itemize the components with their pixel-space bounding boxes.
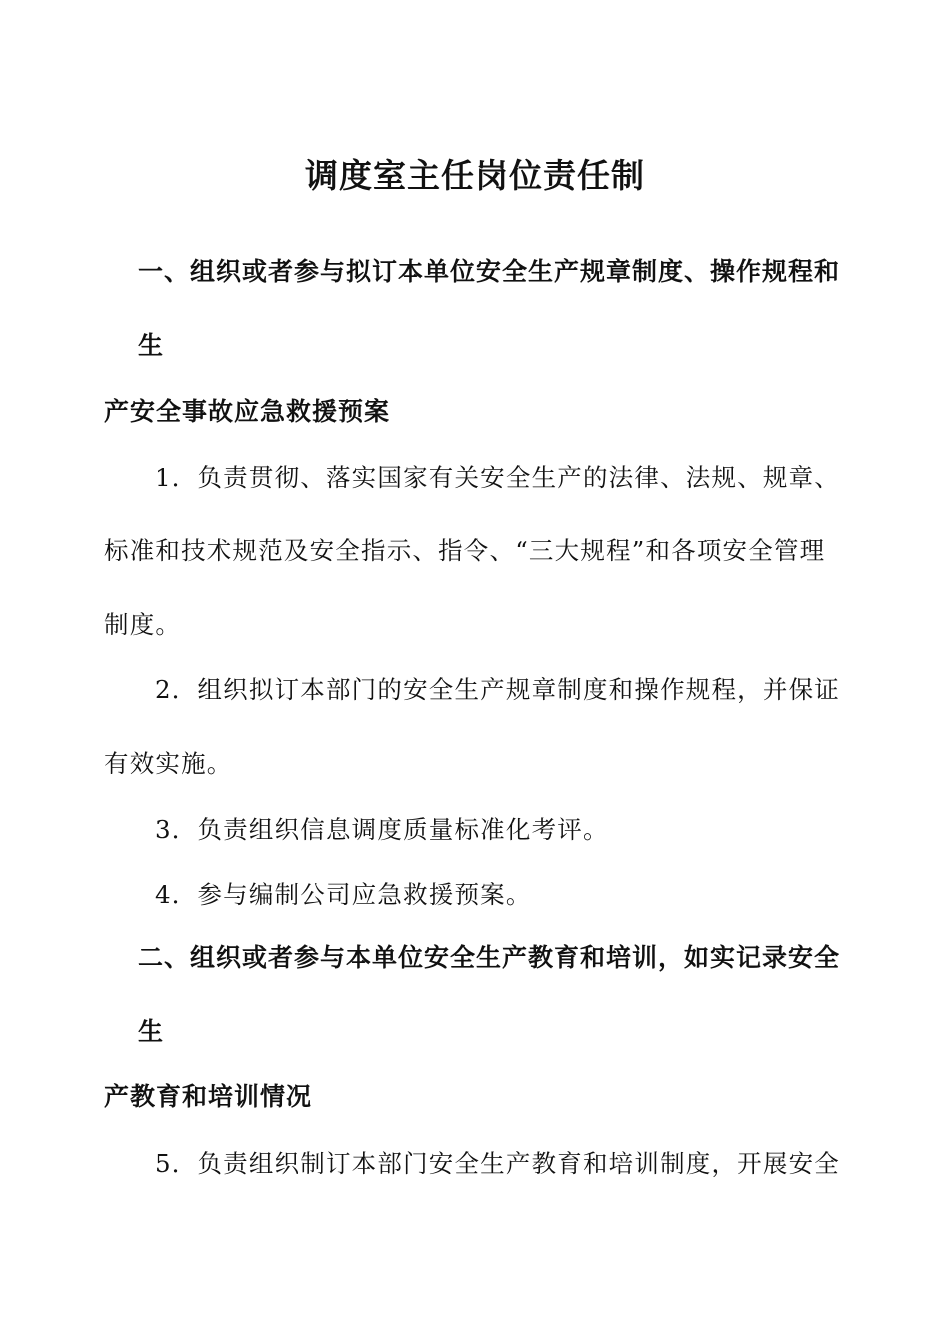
item-3: 3．负责组织信息调度质量标准化考评。 [155,815,609,844]
item-4: 4．参与编制公司应急救援预案。 [155,880,532,909]
item-5-line-1: 5．负责组织制订本部门安全生产教育和培训制度，开展安全 [155,1149,840,1178]
section-2-heading-line-2: 生 [138,1017,165,1046]
section-1-heading-line-3: 产安全事故应急救援预案 [104,397,391,426]
section-1-heading-line-2: 生 [138,331,165,360]
section-2-heading-line-1: 二、组织或者参与本单位安全生产教育和培训，如实记录安全 [138,943,841,972]
section-1-heading-line-1: 一、组织或者参与拟订本单位安全生产规章制度、操作规程和 [138,257,841,286]
item-1-line-1: 1．负责贯彻、落实国家有关安全生产的法律、法规、规章、 [155,463,840,492]
document-title: 调度室主任岗位责任制 [305,156,645,195]
item-2-line-1: 2．组织拟订本部门的安全生产规章制度和操作规程，并保证 [155,675,840,704]
item-1-line-2: 标准和技术规范及安全指示、指令、“三大规程”和各项安全管理 [104,536,826,565]
section-2-heading-line-3: 产教育和培训情况 [104,1082,313,1111]
item-1-line-3: 制度。 [104,610,182,639]
item-2-line-2: 有效实施。 [104,749,233,778]
